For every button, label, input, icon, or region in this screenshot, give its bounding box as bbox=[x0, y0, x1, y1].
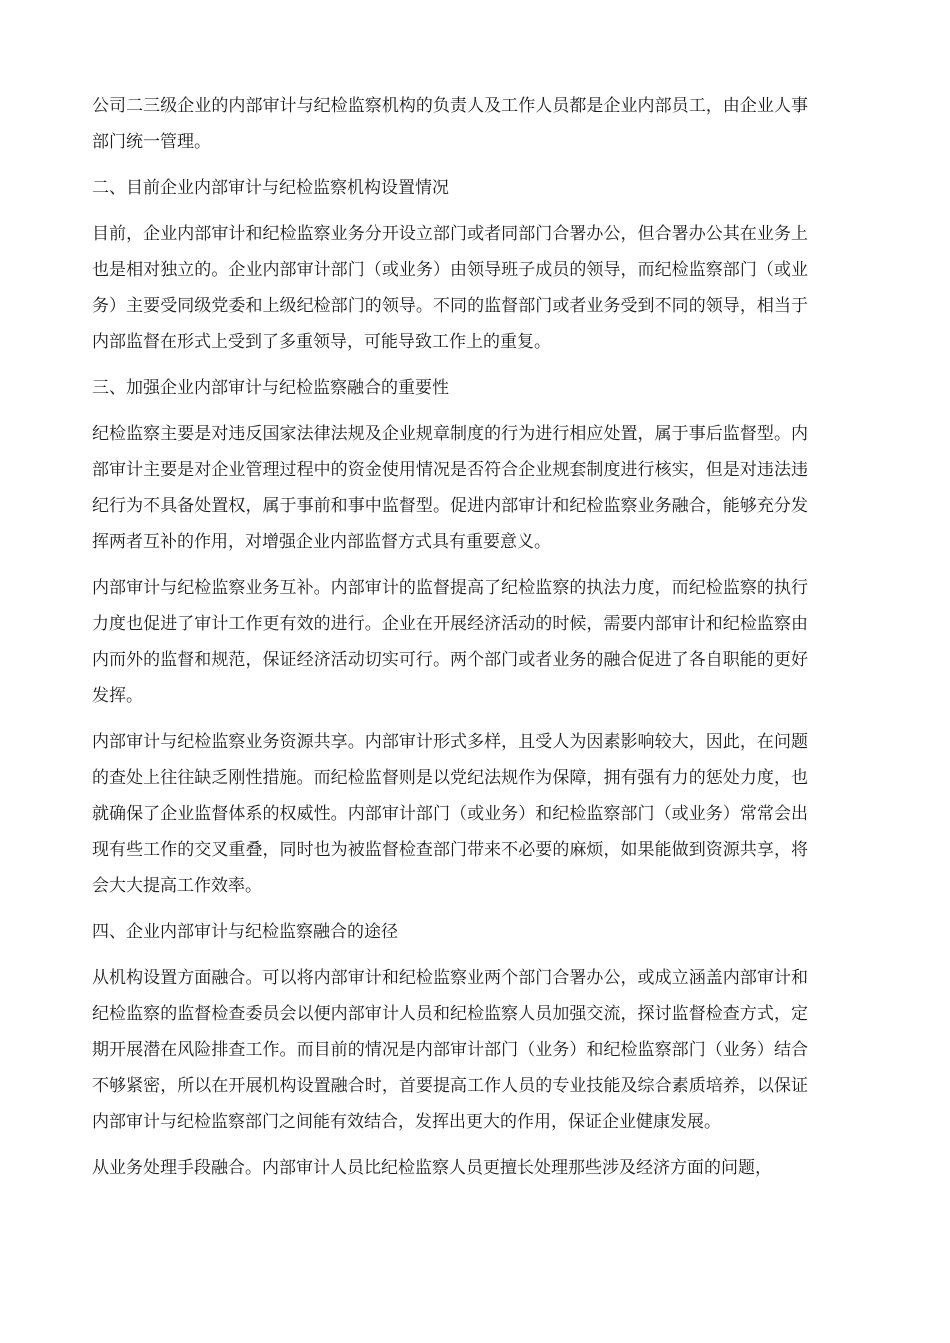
heading-section-3: 三、加强企业内部审计与纪检监察融合的重要性 bbox=[92, 378, 449, 398]
para-current-setup: 目前，企业内部审计和纪检监察业务分开设立部门或者同部门合署办公，但合署办公其在业务上也是相对独立的。企业内部审计部门（或业务）由领导班子成员的领导，而纪检监察部门（或业务）主要受同级党委和上级纪检部门的领导。不同的监督部门或者业务受到不同的领导，相当于内部监督在形式上受到了多重领导，可能导致工作上的重复。 bbox=[92, 224, 808, 352]
para-structure-integration: 从机构设置方面融合。可以将内部审计和纪检监察业两个部门合署办公，或成立涵盖内部审计和纪检监察的监督检查委员会以便内部审计人员和纪检监察人员加强交流，探讨监督检查方式，定期开展潜在风险排查工作。而目前的情况是内部审计部门（业务）和纪检监察部门（业务）结合不够紧密，所以在开展机构设置融合时，首要提高工作人员的专业技能及综合素质培养，以保证内部审计与纪检监察部门之间能有效结合，发挥出更大的作用，保证企业健康发展。 bbox=[92, 968, 808, 1132]
para-staff-management: 公司二三级企业的内部审计与纪检监察机构的负责人及工作人员都是企业内部员工，由企业人事部门统一管理。 bbox=[92, 96, 808, 152]
heading-section-4: 四、企业内部审计与纪检监察融合的途径 bbox=[92, 922, 398, 942]
para-importance: 纪检监察主要是对违反国家法律法规及企业规章制度的行为进行相应处置，属于事后监督型。内部审计主要是对企业管理过程中的资金使用情况是否符合企业规套制度进行核实，但是对违法违纪行为不具备处置权，属于事前和事中监督型。促进内部审计和纪检监察业务融合，能够充分发挥两者互补的作用，对增强企业内部监督方式具有重要意义。 bbox=[92, 424, 808, 552]
heading-section-2: 二、目前企业内部审计与纪检监察机构设置情况 bbox=[92, 178, 449, 198]
para-resource-sharing: 内部审计与纪检监察业务资源共享。内部审计形式多样，且受人为因素影响较大，因此，在问题的查处上往往缺乏刚性措施。而纪检监督则是以党纪法规作为保障，拥有强有力的惩处力度，也就确保了企业监督体系的权威性。内部审计部门（或业务）和纪检监察部门（或业务）常常会出现有些工作的交叉重叠，同时也为被监督检查部门带来不必要的麻烦，如果能做到资源共享，将会大大提高工作效率。 bbox=[92, 732, 808, 896]
document-body bbox=[92, 88, 808, 1196]
para-complement: 内部审计与纪检监察业务互补。内部审计的监督提高了纪检监察的执法力度，而纪检监察的执行力度也促进了审计工作更有效的进行。企业在开展经济活动的时候，需要内部审计和纪检监察由内而外的监督和规范，保证经济活动切实可行。两个部门或者业务的融合促进了各自职能的更好发挥。 bbox=[92, 578, 808, 706]
para-business-integration: 从业务处理手段融合。内部审计人员比纪检监察人员更擅长处理那些涉及经济方面的问题， bbox=[92, 1158, 772, 1178]
